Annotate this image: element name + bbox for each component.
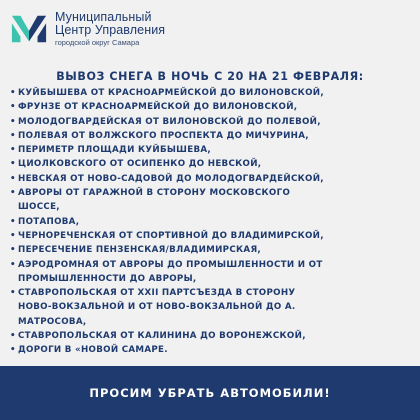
bullet-icon: • — [10, 345, 16, 356]
bullet-icon: • — [10, 88, 16, 98]
list-item-text: КУЙБЫШЕВА ОТ КРАСНОАРМЕЙСКОЙ ДО ВИЛОНОВСКОЙ, — [18, 88, 324, 98]
list-item-text: НЕВСКАЯ ОТ НОВО-САДОВОЙ ДО МОЛОДОГВАРДЕЙСКОЙ, — [18, 173, 324, 184]
bullet-icon: • — [10, 116, 16, 127]
footer-banner — [0, 366, 420, 420]
list-item-text: ПОТАПОВА, — [18, 216, 80, 227]
list-item — [10, 215, 414, 229]
bullet-icon: • — [10, 288, 16, 299]
list-item — [10, 343, 414, 357]
list-item-text: ЧЕРНОРЕЧЕНСКАЯ ОТ СПОРТИВНОЙ ДО ВЛАДИМИРСКОЙ, — [18, 230, 324, 241]
bullet-icon: • — [10, 259, 16, 270]
footer-text: ПРОСИМ УБРАТЬ АВТОМОБИЛИ! — [89, 386, 331, 400]
list-item — [10, 143, 414, 157]
mcu-logo-icon — [10, 10, 48, 48]
list-item — [10, 157, 414, 171]
list-item — [10, 229, 414, 243]
bullet-icon: • — [10, 230, 16, 241]
list-item-text: МОЛОДОГВАРДЕЙСКАЯ ОТ ВИЛОНОВСКОЙ ДО ПОЛЕВОЙ, — [18, 116, 321, 127]
list-item — [10, 129, 414, 143]
list-item-text: ЦИОЛКОВСКОГО ОТ ОСИПЕНКО ДО НЕВСКОЙ, — [18, 159, 262, 170]
list-item — [10, 186, 414, 215]
announcement-title: ВЫВОЗ СНЕГА В НОЧЬ С 20 НА 21 ФЕВРАЛЯ: — [56, 70, 364, 83]
list-item-text: ПОЛЕВАЯ ОТ ВОЛЖСКОГО ПРОСПЕКТА ДО МИЧУРИНА, — [18, 130, 309, 141]
list-item — [10, 172, 414, 186]
org-name-line-2: Центр Управления — [55, 23, 166, 38]
list-item — [10, 286, 414, 329]
list-item — [10, 243, 414, 257]
list-item — [10, 115, 414, 129]
list-item-text: ПЕРЕСЕЧЕНИЕ ПЕНЗЕНСКАЯ/ВЛАДИМИРСКАЯ, — [18, 245, 262, 256]
list-item — [10, 329, 414, 343]
organization-name — [55, 11, 165, 47]
bullet-icon: • — [10, 216, 16, 227]
list-item-text: ФРУНЗЕ ОТ КРАСНОАРМЕЙСКОЙ ДО ВИЛОНОВСКОЙ, — [18, 102, 298, 113]
street-list — [10, 86, 414, 358]
bullet-icon: • — [10, 102, 16, 113]
bullet-icon: • — [10, 145, 16, 156]
header — [10, 10, 165, 48]
list-item — [10, 100, 414, 114]
list-item — [10, 258, 414, 287]
bullet-icon: • — [10, 331, 16, 342]
list-item-text: ДОРОГИ В «НОВОЙ САМАРЕ. — [18, 345, 168, 356]
list-item — [10, 86, 414, 100]
bullet-icon: • — [10, 130, 16, 141]
list-item-text: АЭРОДРОМНАЯ ОТ АВРОРЫ ДО ПРОМЫШЛЕННОСТИ И ОТ ПРОМЫШЛЕННОСТИ ДО АВРОРЫ, — [18, 259, 323, 284]
org-name-line-1: Муниципальный — [55, 9, 152, 24]
org-subtitle: городской округ Самара — [55, 38, 140, 48]
bullet-icon: • — [10, 245, 16, 256]
bullet-icon: • — [10, 188, 16, 199]
bullet-icon: • — [10, 159, 16, 170]
bullet-icon: • — [10, 173, 16, 184]
list-item-text: ПЕРИМЕТР ПЛОЩАДИ КУЙБЫШЕВА, — [18, 145, 211, 156]
list-item-text: АВРОРЫ ОТ ГАРАЖНОЙ В СТОРОНУ МОСКОВСКОГО ШОССЕ, — [18, 188, 291, 213]
list-item-text: СТАВРОПОЛЬСКАЯ ОТ КАЛИНИНА ДО ВОРОНЕЖСКОЙ, — [18, 331, 306, 342]
list-item-text: СТАВРОПОЛЬСКАЯ ОТ XXII ПАРТСЪЕЗДА В СТОРОНУ НОВО-ВОКЗАЛЬНОЙ И ОТ НОВО-ВОКЗАЛЬНОЙ ДО А. МАТРОСОВА, — [18, 288, 296, 327]
